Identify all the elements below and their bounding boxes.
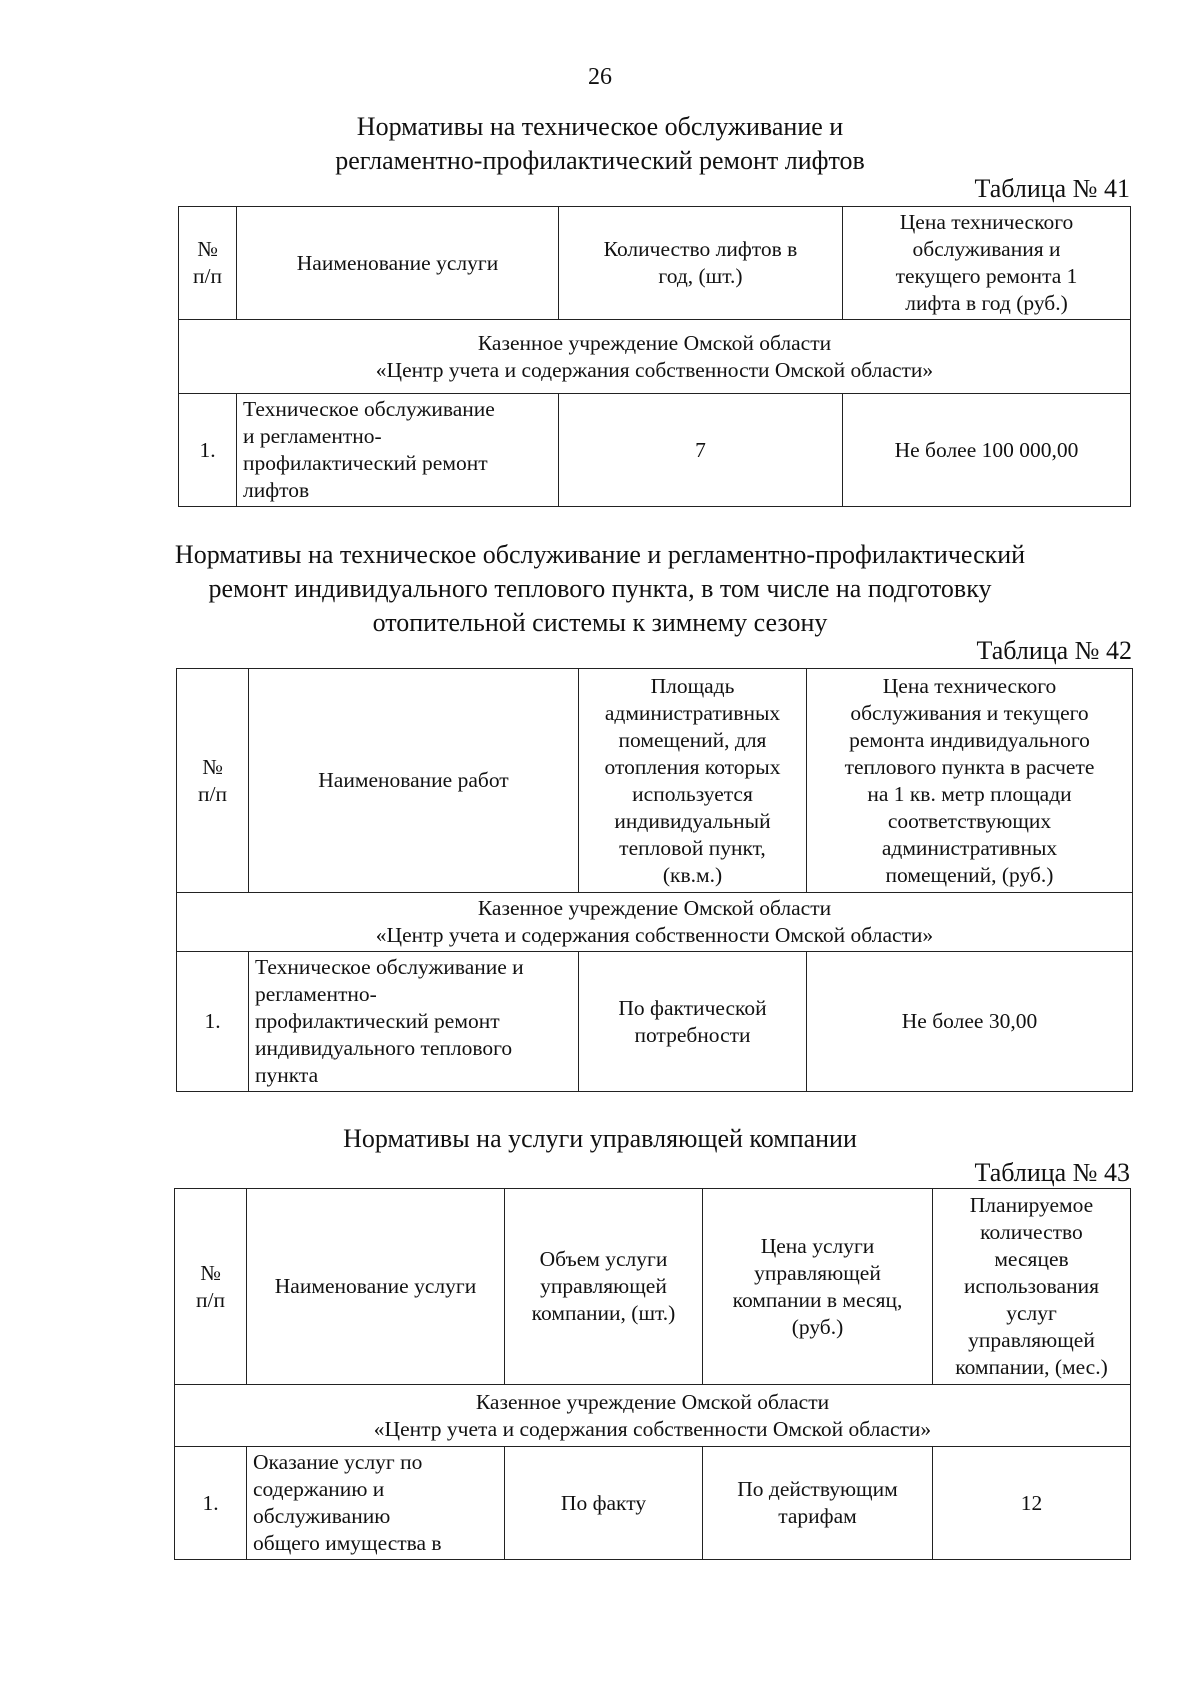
header-cell-volume: Объем услуги управляющей компании, (шт.) — [505, 1189, 703, 1385]
table-42-title — [0, 538, 1200, 640]
organization-cell: Казенное учреждение Омской области «Центр учета и содержания собственности Омской области» — [177, 893, 1133, 952]
table-42 — [176, 668, 1133, 1092]
table-43-title — [0, 1122, 1200, 1156]
page-number: 26 — [588, 64, 612, 90]
header-cell-work: Наименование работ — [249, 669, 579, 893]
header-cell-price: Цена технического обслуживания и текущего ремонта индивидуального теплового пункта в расчете на 1 кв. метр площади соответствующих административных помещений, (руб.) — [807, 669, 1133, 893]
table-41 — [178, 206, 1131, 507]
title-line: отопительной системы к зимнему сезону — [372, 608, 828, 637]
header-cell-months: Планируемое количество месяцев использования услуг управляющей компании, (мес.) — [933, 1189, 1131, 1385]
title-line: регламентно-профилактический ремонт лифтов — [335, 146, 865, 175]
row-number: 1. — [179, 394, 237, 507]
organization-cell: Казенное учреждение Омской области «Центр учета и содержания собственности Омской области» — [175, 1385, 1131, 1447]
row-quantity: 7 — [559, 394, 843, 507]
organization-row — [175, 1385, 1131, 1447]
table-43-label: Таблица № 43 — [974, 1158, 1130, 1187]
table-42-label: Таблица № 42 — [976, 636, 1132, 665]
table-row — [179, 394, 1131, 507]
row-work-name: Техническое обслуживание и регламентно- профилактический ремонт индивидуального теплового пункта — [249, 952, 579, 1092]
header-cell-area: Площадь административных помещений, для отопления которых используется индивидуальный тепловой пункт, (кв.м.) — [579, 669, 807, 893]
organization-row — [179, 320, 1131, 394]
row-price: По действующим тарифам — [703, 1447, 933, 1560]
table-row — [175, 1447, 1131, 1560]
row-price: Не более 30,00 — [807, 952, 1133, 1092]
header-cell-number: № п/п — [177, 669, 249, 893]
table-41-label: Таблица № 41 — [974, 174, 1130, 203]
header-cell-number: № п/п — [175, 1189, 247, 1385]
row-months: 12 — [933, 1447, 1131, 1560]
title-line: Нормативы на техническое обслуживание и регламентно-профилактический — [174, 540, 1026, 569]
header-cell-number: № п/п — [179, 207, 237, 320]
header-cell-price: Цена технического обслуживания и текущего ремонта 1 лифта в год (руб.) — [843, 207, 1131, 320]
header-cell-service: Наименование услуги — [247, 1189, 505, 1385]
header-row — [175, 1189, 1131, 1385]
row-price: Не более 100 000,00 — [843, 394, 1131, 507]
table-43 — [174, 1188, 1131, 1560]
header-row — [179, 207, 1131, 320]
table-row — [177, 952, 1133, 1092]
row-volume: По факту — [505, 1447, 703, 1560]
header-cell-price: Цена услуги управляющей компании в месяц, (руб.) — [703, 1189, 933, 1385]
header-row — [177, 669, 1133, 893]
header-cell-quantity: Количество лифтов в год, (шт.) — [559, 207, 843, 320]
organization-row — [177, 893, 1133, 952]
title-line: Нормативы на услуги управляющей компании — [343, 1124, 857, 1153]
organization-cell: Казенное учреждение Омской области «Центр учета и содержания собственности Омской области» — [179, 320, 1131, 394]
title-line: ремонт индивидуального теплового пункта, в том числе на подготовку — [208, 574, 992, 603]
row-area: По фактической потребности — [579, 952, 807, 1092]
row-service-name: Техническое обслуживание и регламентно- профилактический ремонт лифтов — [237, 394, 559, 507]
title-line: Нормативы на техническое обслуживание и — [356, 112, 844, 141]
table-41-title — [0, 110, 1200, 178]
row-number: 1. — [175, 1447, 247, 1560]
row-number: 1. — [177, 952, 249, 1092]
header-cell-service: Наименование услуги — [237, 207, 559, 320]
row-service-name: Оказание услуг по содержанию и обслуживанию общего имущества в — [247, 1447, 505, 1560]
